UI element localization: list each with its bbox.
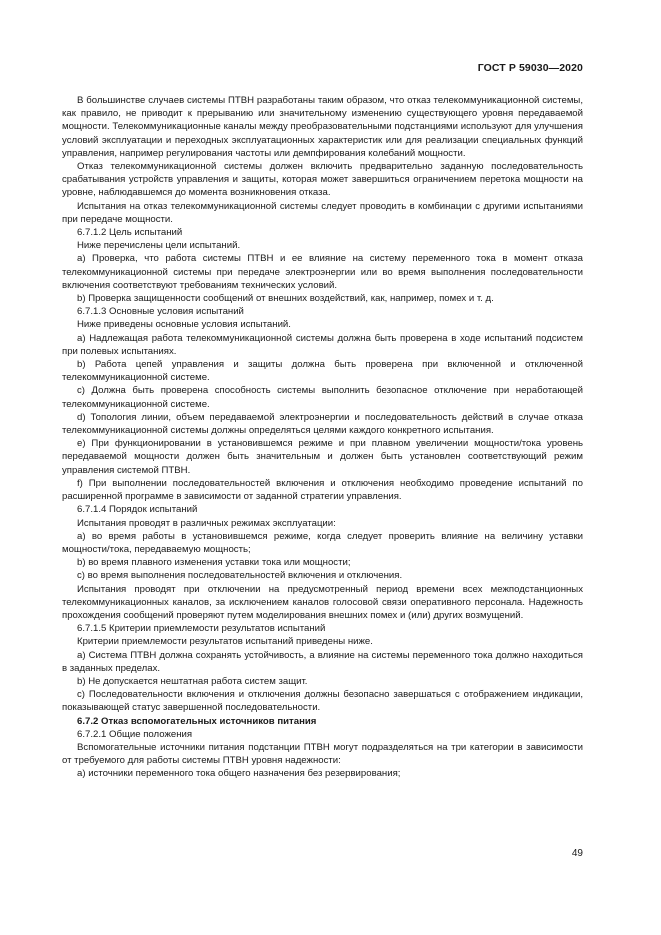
section-heading: 6.7.1.3 Основные условия испытаний <box>77 306 244 318</box>
list-item: c) Последовательности включения и отключения должны безопасно завершаться с отображением индикации, показывающей статус завершенной последовательности. <box>62 689 583 714</box>
list-item: e) При функционировании в установившемся режиме и при плавном увеличении мощности/тока уровень передаваемой мощности должен быть значительным и должен быть установлен соответствующий режим управления системой ПТВН. <box>62 438 583 476</box>
list-item: f) При выполнении последовательностей включения и отключения необходимо проведение испытаний по расширенной программе в зависимости от заданной стратегии управления. <box>62 477 583 503</box>
list-item: b) Не допускается нештатная работа систем защит. <box>77 675 308 687</box>
page-number: 49 <box>571 848 583 859</box>
list-item: b) Проверка защищенности сообщений от внешних воздействий, как, например, помех и т. д. <box>77 293 494 305</box>
list-item: а) Надлежащая работа телекоммуникационной системы должна быть проверена в ходе испытаний подсистем при полевых испытаниях. <box>62 332 583 357</box>
paragraph: Вспомогательные источники питания подстанции ПТВН могут подразделяться на три категории в зависимости от требуемого для работы системы ПТВН уровня надежности: <box>62 741 583 767</box>
list-item: c) Должна быть проверена способность системы выполнить безопасное отключение при неработающей телекоммуникационной системе. <box>62 385 583 410</box>
document-code-header: ГОСТ Р 59030—2020 <box>477 62 583 74</box>
section-heading: 6.7.2.1 Общие положения <box>77 728 193 740</box>
list-item: b) во время плавного изменения уставки тока или мощности; <box>77 557 351 569</box>
list-item: а) источники переменного тока общего назначения без резервирования; <box>77 768 401 780</box>
section-heading-bold: 6.7.2 Отказ вспомогательных источников питания <box>77 715 317 727</box>
list-item: а) Система ПТВН должна сохранять устойчивость, а влияние на системы переменного тока должно находиться в заданных пределах. <box>62 649 583 674</box>
body-text <box>62 94 583 781</box>
paragraph: Ниже перечислены цели испытаний. <box>77 240 241 252</box>
paragraph: Ниже приведены основные условия испытаний. <box>77 319 291 331</box>
list-item: а) во время работы в установившемся режиме, когда следует проверить влияние на величину уставки мощности/тока, передаваемую мощность; <box>62 530 583 555</box>
paragraph: Испытания проводят при отключении на предусмотренный период времени всех межподстанционных телекоммуникационных каналов, за исключением каналов голосовой связи оперативного персонала. Надежность прохождения сообщений проверяют путем моделирования внешних помех и (или) других возмущений. <box>62 583 583 621</box>
list-item: c) во время выполнения последовательностей включения и отключения. <box>77 570 403 582</box>
list-item: а) Проверка, что работа системы ПТВН и ее влияние на систему переменного тока в момент отказа телекоммуникационной системы при передаче электроэнергии или во время выполнения последовательности включения соответствуют требованиям технических условий. <box>62 253 583 291</box>
list-item: d) Топология линии, объем передаваемой электроэнергии и последовательность действий в случае отказа телекоммуникационной системы должны определяться целями каждого конкретного испытания. <box>62 411 583 437</box>
paragraph: Испытания на отказ телекоммуникационной системы следует проводить в комбинации с другими испытаниями при передаче мощности. <box>62 200 583 225</box>
paragraph: Критерии приемлемости результатов испытаний приведены ниже. <box>77 636 373 648</box>
paragraph: Испытания проводят в различных режимах эксплуатации: <box>77 517 336 529</box>
paragraph: Отказ телекоммуникационной системы должен включить предварительно заданную последовательность срабатывания устройств управления и защиты, которая может завершиться ограничением перетока мощности на уровне, наблюдавшемся до момента возникновения отказа. <box>62 161 583 199</box>
section-heading: 6.7.1.4 Порядок испытаний <box>77 504 198 516</box>
section-heading: 6.7.1.5 Критерии приемлемости результатов испытаний <box>77 623 326 635</box>
list-item: b) Работа цепей управления и защиты должна быть проверена при включенной и отключенной телекоммуникационной системе. <box>62 359 583 384</box>
section-heading: 6.7.1.2 Цель испытаний <box>77 227 183 239</box>
paragraph: В большинстве случаев системы ПТВН разработаны таким образом, что отказ телекоммуникационной системы, как правило, не приводит к прерыванию или значительному изменению существующего уровня передаваемой мощности. Телекоммуникационные каналы между преобразовательными подстанциями используют для улучшения условий эксплуатации и переходных эксплуатационных характеристик или для реализации специальных функций управления, например регулирования частоты или демпфирования колебаний мощности. <box>62 95 583 159</box>
